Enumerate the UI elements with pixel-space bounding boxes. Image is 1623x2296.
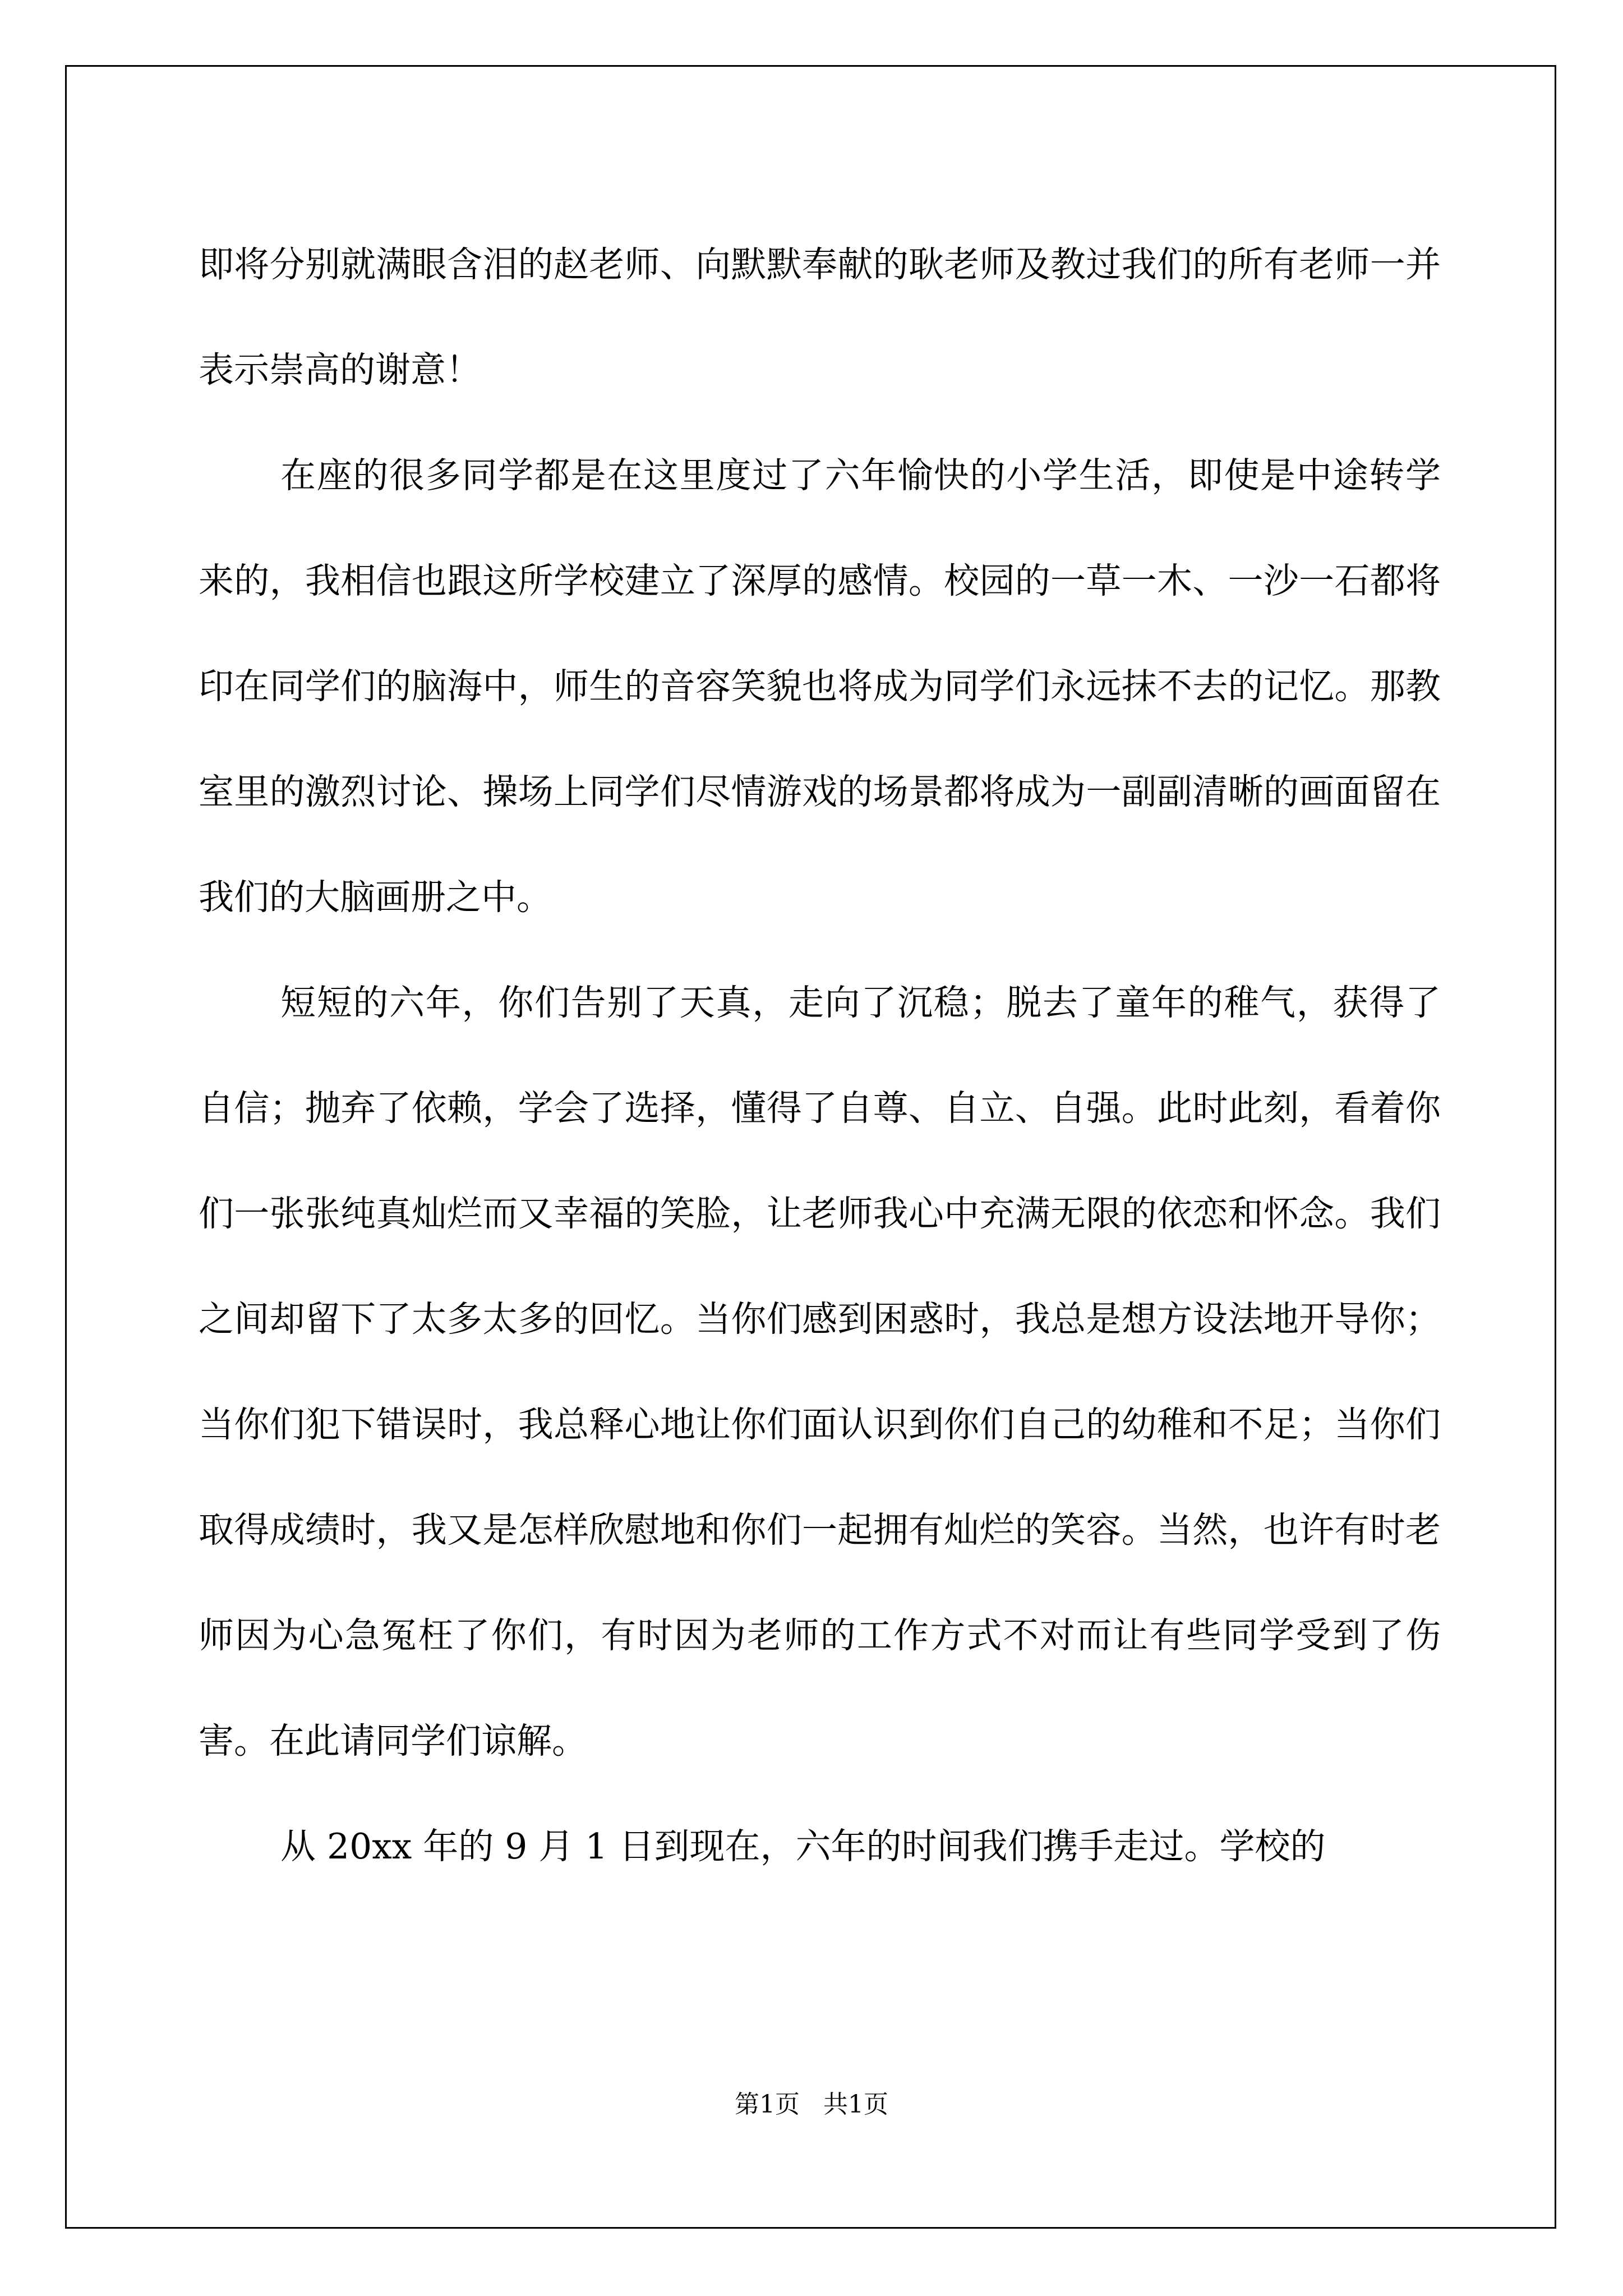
paragraph-4: 从 20xx 年的 9 月 1 日到现在，六年的时间我们携手走过。学校的 — [280, 1826, 1326, 1867]
paragraph-2: 在座的很多同学都是在这里度过了六年愉快的小学生活，即使是中途转学来的，我相信也跟这所学校建立了深厚的感情。校园的一草一木、一沙一石都将印在同学们的脑海中，师生的音容笑貌也将成为同学们永远抹不去的记忆。那教室里的激烈讨论、操场上同学们尽情游戏的场景都将成为一副副清晰的画面留在我们的大脑画册之中。 — [199, 455, 1441, 918]
document-body — [199, 212, 1441, 1899]
paragraph-3: 短短的六年，你们告别了天真，走向了沉稳；脱去了童年的稚气，获得了自信；抛弃了依赖，学会了选择，懂得了自尊、自立、自强。此时此刻，看着你们一张张纯真灿烂而又幸福的笑脸，让老师我心中充满无限的依恋和怀念。我们之间却留下了太多太多的回忆。当你们感到困惑时，我总是想方设法地开导你；当你们犯下错误时，我总释心地让你们面认识到你们自己的幼稚和不足；当你们取得成绩时，我又是怎样欣慰地和你们一起拥有灿烂的笑容。当然，也许有时老师因为心急冤枉了你们，有时因为老师的工作方式不对而让有些同学受到了伤害。在此请同学们谅解。 — [199, 982, 1441, 1761]
paragraph-1: 即将分别就满眼含泪的赵老师、向默默奉献的耿老师及教过我们的所有老师一并表示崇高的谢意！ — [199, 244, 1441, 390]
page-footer: 第1页 共1页 — [735, 2090, 888, 2119]
